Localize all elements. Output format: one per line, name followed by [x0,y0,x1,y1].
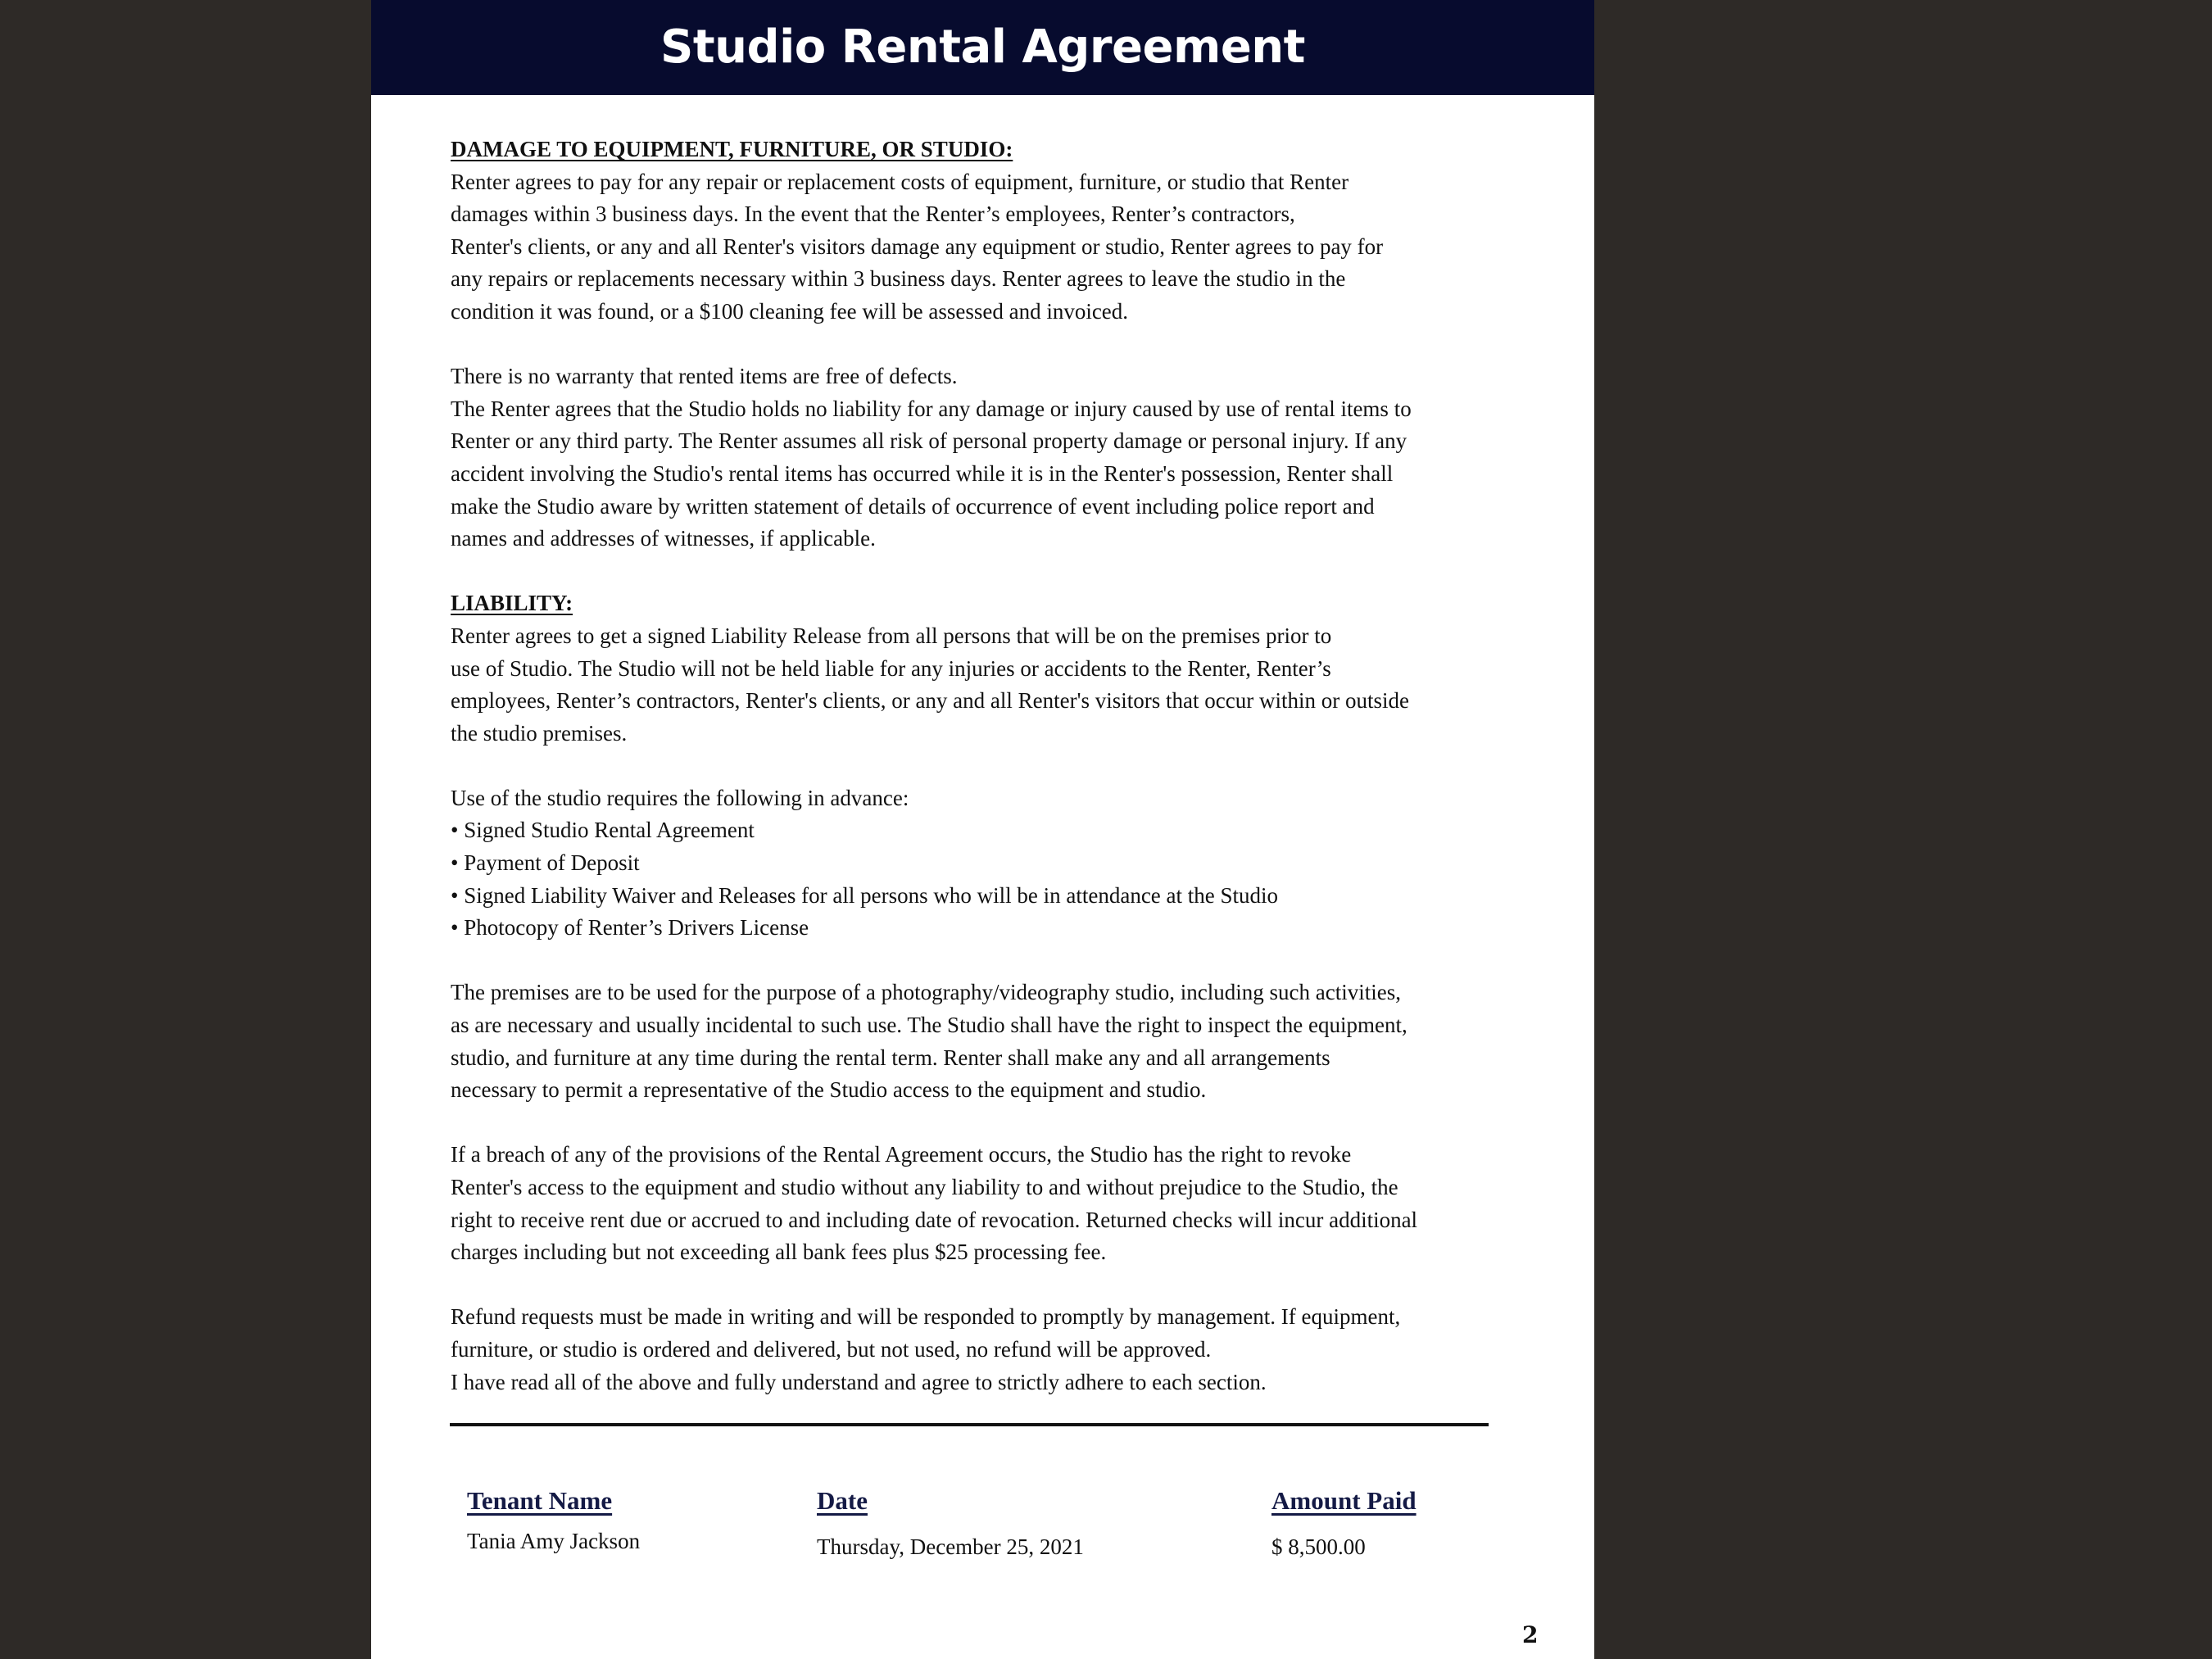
paragraph-gap [451,329,1532,361]
requirements-item: • Photocopy of Renter’s Drivers License [451,915,809,941]
paragraph-gap [451,945,1532,977]
amount-paid-value: $ 8,500.00 [1271,1534,1366,1559]
damage-line: condition it was found, or a $100 cleaning fee will be assessed and invoiced. [451,298,1129,324]
agreement-body [451,134,1532,1398]
tenant-name-label: Tenant Name [467,1486,613,1515]
damage-line: Renter's clients, or any and all Renter's visitors damage any equipment or studio, Renter agrees to pay for [451,233,1384,259]
breach-line: charges including but not exceeding all bank fees plus $25 processing fee. [451,1240,1107,1265]
refund-line: furniture, or studio is ordered and delivered, but not used, no refund will be approved. [451,1336,1212,1362]
damage-line: any repairs or replacements necessary within 3 business days. Renter agrees to leave the studio in the [451,266,1346,292]
breach-line: right to receive rent due or accrued to and including date of revocation. Returned checks will incur additional [451,1207,1418,1232]
paragraph-gap [451,1107,1532,1140]
premises-line: studio, and furniture at any time during the rental term. Renter shall make any and all arrangements [451,1045,1330,1070]
signature-divider [450,1423,1489,1426]
breach-line: Renter's access to the equipment and studio without any liability to and without prejudice to the Studio, the [451,1175,1398,1199]
date-label: Date [817,1486,868,1515]
liability-line: Renter agrees to get a signed Liability Release from all persons that will be on the premises prior to [451,623,1332,648]
amount-paid-label: Amount Paid [1271,1486,1416,1515]
date-value: Thursday, December 25, 2021 [817,1534,1084,1559]
warranty-line: The Renter agrees that the Studio holds no liability for any damage or injury caused by use of rental items to [451,396,1412,421]
warranty-line: make the Studio aware by written statement of details of occurrence of event including police report and [451,493,1375,519]
premises-line: as are necessary and usually incidental to such use. The Studio shall have the right to inspect the equipment, [451,1013,1407,1038]
premises-line: necessary to permit a representative of the Studio access to the equipment and studio. [451,1077,1207,1103]
paragraph-gap [451,555,1532,588]
liability-line: employees, Renter’s contractors, Renter's clients, or any and all Renter's visitors that occur within or outside [451,688,1409,714]
warranty-line: names and addresses of witnesses, if applicable. [451,526,876,551]
warranty-line: accident involving the Studio's rental items has occurred while it is in the Renter's possession, Renter shall [451,460,1394,486]
paragraph-gap [451,750,1532,782]
liability-line: use of Studio. The Studio will not be held liable for any injuries or accidents to the Renter, Renter’s [451,655,1331,681]
refund-line: Refund requests must be made in writing and will be responded to promptly by management. If equipment, [451,1304,1401,1330]
damage-line: Renter agrees to pay for any repair or replacement costs of equipment, furniture, or studio that Renter [451,169,1349,194]
header-bar [371,0,1594,95]
breach-line: If a breach of any of the provisions of the Rental Agreement occurs, the Studio has the right to revoke [451,1142,1352,1167]
damage-heading: DAMAGE TO EQUIPMENT, FURNITURE, OR STUDIO: [451,137,1013,161]
document-title: Studio Rental Agreement [660,20,1305,74]
warranty-line: Renter or any third party. The Renter assumes all risk of personal property damage or personal injury. If any [451,428,1407,454]
requirements-item: • Signed Liability Waiver and Releases for all persons who will be in attendance at the Studio [451,882,1279,908]
damage-line: damages within 3 business days. In the event that the Renter’s employees, Renter’s contractors, [451,202,1295,227]
requirements-item: • Payment of Deposit [451,850,640,876]
requirements-line: Use of the studio requires the following in advance: [451,785,909,810]
paragraph-gap [451,1269,1532,1302]
requirements-item: • Signed Studio Rental Agreement [451,818,755,843]
liability-line: the studio premises. [451,720,628,746]
tenant-name-value: Tania Amy Jackson [467,1529,641,1553]
premises-line: The premises are to be used for the purpose of a photography/videography studio, including such activities, [451,980,1401,1005]
acknowledgement-line: I have read all of the above and fully understand and agree to strictly adhere to each section. [451,1369,1267,1394]
document-page [371,0,1594,1659]
page-number: 2 [1522,1621,1539,1648]
liability-heading: LIABILITY: [451,591,573,616]
warranty-line: There is no warranty that rented items are free of defects. [451,364,958,389]
